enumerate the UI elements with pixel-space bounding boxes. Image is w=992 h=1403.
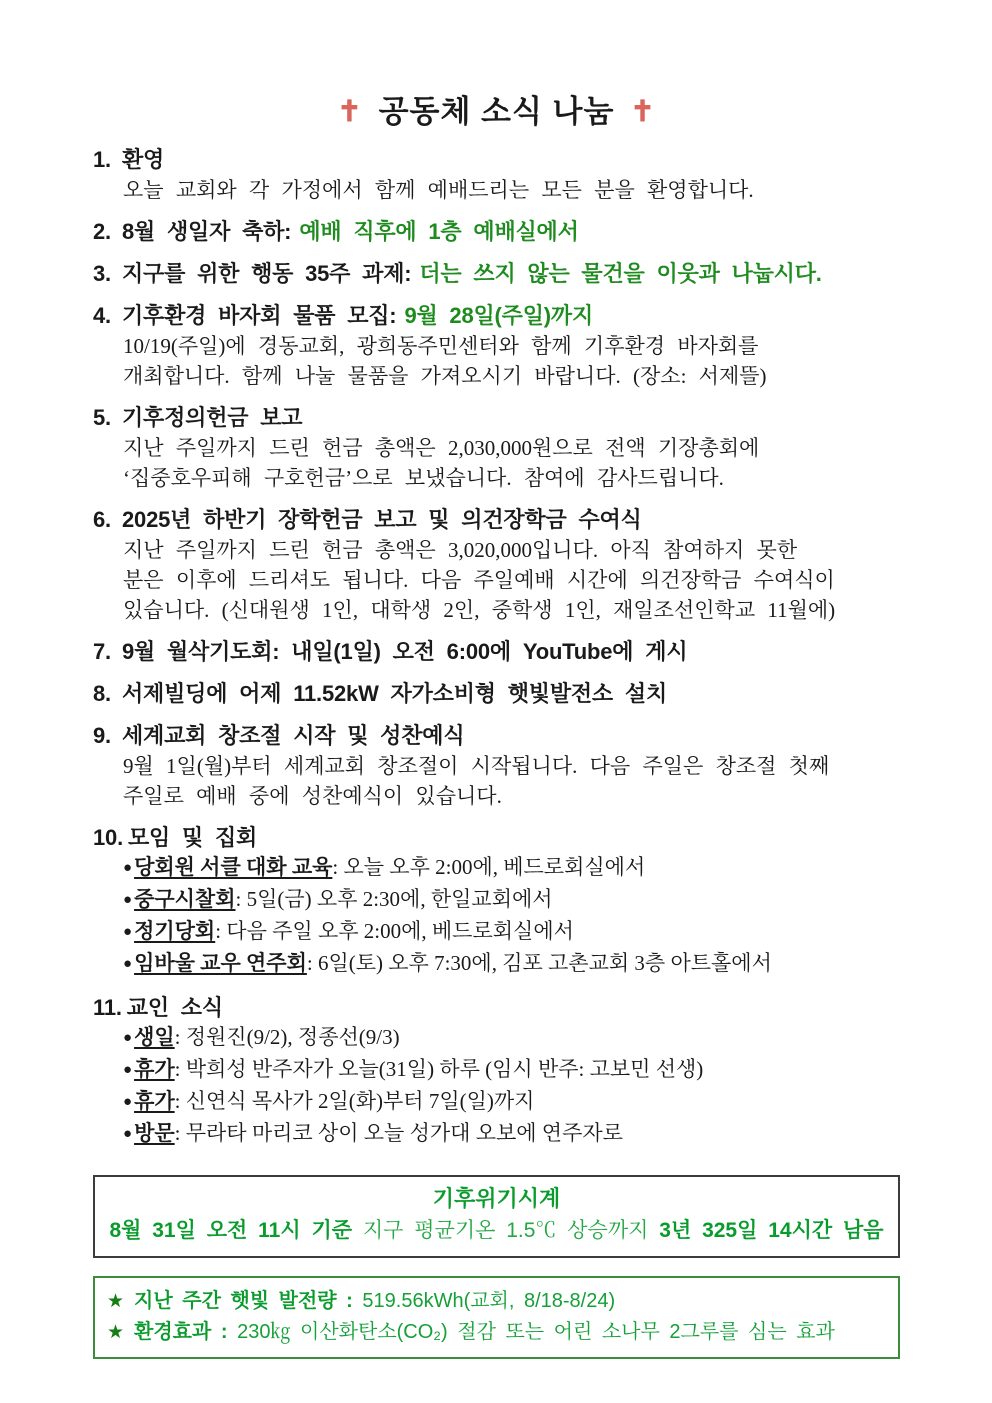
item-bullet-list (93, 853, 900, 981)
item-number: 5. (93, 405, 111, 430)
bullet-label: 휴가 (134, 1089, 175, 1113)
solar-row-label: 지난 주간 햇빛 발전량 (134, 1290, 337, 1312)
climate-clock-title: 기후위기시계 (432, 1186, 561, 1211)
cross-icon: ✝ (337, 96, 363, 128)
item-body-line: 지난 주일까지 드린 헌금 총액은 2,030,000원으로 전액 기장총회에 (123, 436, 760, 460)
item-heading (93, 301, 900, 331)
item-body-line: 10/19(주일)에 경동교회, 광희동주민센터와 함께 기후환경 바자회를 (123, 334, 759, 358)
bullet-icon: ● (123, 860, 133, 876)
bullet-label: 생일 (134, 1025, 175, 1049)
solar-report-box (93, 1276, 900, 1359)
bullet-icon: ● (123, 892, 133, 908)
bullet-text: : 다음 주일 오후 2:00에, 베드로회실에서 (215, 919, 574, 943)
news-item (93, 823, 900, 981)
item-highlight-text: 9월 28일(주일)까지 (404, 303, 594, 328)
item-highlight-text: 더는 쓰지 않는 물건을 이웃과 나눕시다. (419, 261, 822, 286)
item-heading-text: 세계교회 창조절 시작 및 성찬예식 (122, 723, 465, 748)
bullet-label: 중구시찰회 (134, 887, 236, 911)
star-icon: ★ (107, 1291, 125, 1312)
solar-row-separator: : (336, 1290, 363, 1312)
item-heading-text: 교인 소식 (126, 995, 223, 1020)
item-body-line: 있습니다. (신대원생 1인, 대학생 2인, 중학생 1인, 재일조선인학교 11월에) (123, 598, 836, 622)
item-heading (93, 993, 900, 1023)
bullet-icon: ● (123, 1030, 133, 1046)
solar-row-label: 환경효과 (134, 1321, 212, 1343)
star-icon: ★ (107, 1322, 125, 1343)
news-item (93, 721, 900, 811)
bullet-text: : 박희성 반주자가 오늘(31일) 하루 (임시 반주: 고보민 선생) (174, 1057, 704, 1081)
item-number: 8. (93, 681, 111, 706)
climate-clock-remaining: 3년 325일 14시간 남음 (659, 1219, 884, 1242)
news-item (93, 993, 900, 1151)
bullet-item (123, 1119, 900, 1151)
solar-report-row (107, 1317, 886, 1348)
item-heading (93, 823, 900, 853)
item-body-line: 개최합니다. 함께 나눌 물품을 가져오시기 바랍니다. (장소: 서제뜰) (123, 364, 767, 388)
bullet-label: 임바울 교우 연주회 (134, 951, 307, 975)
item-heading-text: 지구를 위한 행동 35주 과제: (122, 261, 412, 286)
bullet-text: : 신연식 목사가 2일(화)부터 7일(일)까지 (174, 1089, 535, 1113)
news-item (93, 679, 900, 709)
solar-row-value: 230㎏ 이산화탄소(CO₂) 절감 또는 어린 소나무 2그루를 심는 효과 (237, 1321, 835, 1343)
item-number: 7. (93, 639, 111, 664)
cross-icon: ✝ (630, 96, 656, 128)
item-heading-text: 서제빌딩에 어제 11.52kW 자가소비형 햇빛발전소 설치 (122, 681, 667, 706)
item-body-line: 오늘 교회와 각 가정에서 함께 예배드리는 모든 분을 환영합니다. (123, 178, 754, 202)
item-number: 11. (93, 995, 122, 1020)
news-item (93, 403, 900, 493)
item-body-line: 지난 주일까지 드린 헌금 총액은 3,020,000입니다. 아직 참여하지 못한 (123, 538, 798, 562)
bullet-text: : 무라타 마리코 상이 오늘 성가대 오보에 연주자로 (174, 1121, 623, 1145)
bullet-label: 당회원 서클 대화 교육 (134, 855, 333, 879)
bullet-text: : 정원진(9/2), 정종선(9/3) (174, 1025, 400, 1049)
bullet-icon: ● (123, 1126, 133, 1142)
item-heading-text: 8월 생일자 축하: (122, 219, 292, 244)
solar-row-separator: : (211, 1321, 238, 1343)
item-number: 1. (93, 147, 111, 172)
item-number: 3. (93, 261, 111, 286)
item-heading (93, 721, 900, 751)
item-number: 2. (93, 219, 111, 244)
item-body-line: 분은 이후에 드리셔도 됩니다. 다음 주일예배 시간에 의건장학금 수여식이 (123, 568, 835, 592)
item-number: 4. (93, 303, 111, 328)
bullet-icon: ● (123, 924, 133, 940)
item-heading (93, 637, 900, 667)
item-heading-text: 기후정의헌금 보고 (122, 405, 303, 430)
item-heading-text: 9월 월삭기도회: 내일(1일) 오전 6:00에 YouTube에 게시 (122, 639, 688, 664)
bullet-item (123, 949, 900, 981)
climate-clock-description: 지구 평균기온 1.5℃ 상승까지 (362, 1219, 649, 1242)
news-items-list (93, 145, 900, 1151)
solar-report-rows (107, 1286, 886, 1348)
item-bullet-list (93, 1023, 900, 1151)
bullet-label: 휴가 (134, 1057, 175, 1081)
bullet-item (123, 853, 900, 885)
news-item (93, 217, 900, 247)
bullet-text: : 오늘 오후 2:00에, 베드로회실에서 (332, 855, 646, 879)
climate-clock-box (93, 1175, 900, 1258)
item-heading-text: 2025년 하반기 장학헌금 보고 및 의건장학금 수여식 (122, 507, 642, 532)
item-heading-text: 모임 및 집회 (127, 825, 258, 850)
news-item (93, 637, 900, 667)
bullet-item (123, 885, 900, 917)
item-heading (93, 403, 900, 433)
news-item (93, 259, 900, 289)
solar-row-value: 519.56kWh(교회, 8/18-8/24) (362, 1290, 616, 1312)
bullet-item (123, 1087, 900, 1119)
item-body-line: ‘집중호우피해 구호헌금’으로 보냈습니다. 참여에 감사드립니다. (123, 466, 724, 490)
item-heading (93, 679, 900, 709)
item-body-line: 9월 1일(월)부터 세계교회 창조절이 시작됩니다. 다음 주일은 창조절 첫째 (123, 754, 830, 778)
page-title-text: 공동체 소식 나눔 (378, 94, 615, 129)
item-heading (93, 259, 900, 289)
news-item (93, 301, 900, 391)
item-heading-text: 기후환경 바자회 물품 모집: (122, 303, 397, 328)
item-highlight-text: 예배 직후에 1층 예배실에서 (299, 219, 579, 244)
bullet-item (123, 1055, 900, 1087)
item-number: 9. (93, 723, 111, 748)
bullet-item (123, 1023, 900, 1055)
item-number: 6. (93, 507, 111, 532)
news-item (93, 505, 900, 625)
item-heading (93, 217, 900, 247)
bullet-label: 방문 (134, 1121, 175, 1145)
climate-clock-datum: 8월 31일 오전 11시 기준 (109, 1219, 353, 1242)
bullet-icon: ● (123, 1094, 133, 1110)
item-heading (93, 505, 900, 535)
bullet-label: 정기당회 (134, 919, 216, 943)
bullet-icon: ● (123, 956, 133, 972)
bullet-item (123, 917, 900, 949)
bullet-text: : 6일(토) 오후 7:30에, 김포 고촌교회 3층 아트홀에서 (306, 951, 772, 975)
news-item (93, 145, 900, 205)
item-heading-text: 환영 (122, 147, 165, 172)
bullet-icon: ● (123, 1062, 133, 1078)
item-number: 10. (93, 825, 123, 850)
solar-report-row (107, 1286, 886, 1317)
climate-clock-line (101, 1214, 892, 1247)
page-title (93, 86, 900, 131)
item-heading (93, 145, 900, 175)
item-body-line: 주일로 예배 중에 성찬예식이 있습니다. (123, 784, 502, 808)
bullet-text: : 5일(금) 오후 2:30에, 한일교회에서 (235, 887, 553, 911)
